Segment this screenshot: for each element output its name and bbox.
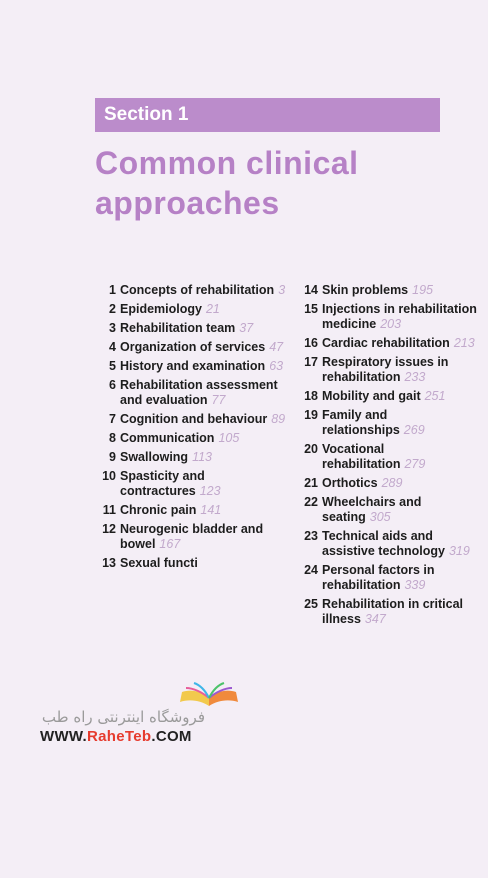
toc-page-number: 195 (412, 283, 433, 297)
toc-chapter-title: Organization of services (120, 340, 266, 354)
toc-page-number: 289 (381, 476, 403, 490)
toc-chapter-title: Communication (120, 431, 215, 445)
watermark (40, 680, 220, 748)
toc-page-number: 63 (269, 359, 284, 373)
watermark-url-accent: RaheTeb (87, 728, 152, 745)
section-label: Section 1 (104, 104, 189, 125)
toc-chapter-title: Spasticity and contractures (120, 469, 205, 498)
toc-page-number: 141 (200, 503, 222, 517)
toc-chapter-number: 8 (109, 431, 116, 445)
toc-chapter-number: 5 (109, 359, 116, 373)
toc-chapter-title: Rehabilitation assessment and evaluation (120, 378, 278, 407)
toc-entry[interactable] (300, 495, 480, 525)
toc-chapter-number: 15 (304, 302, 318, 316)
title-line-1: Common clinical (95, 145, 359, 181)
toc-page-number: 203 (380, 317, 402, 331)
toc-page-number: 305 (369, 510, 391, 524)
toc-page-number: 233 (404, 370, 426, 384)
toc-page-number: 77 (211, 393, 226, 407)
toc-entry[interactable] (300, 476, 480, 491)
toc-entry[interactable] (96, 503, 286, 518)
toc-chapter-title: Sexual functi (120, 556, 198, 570)
toc-chapter-number: 11 (102, 503, 116, 517)
toc-chapter-title-block (322, 355, 480, 385)
toc-chapter-title-block (322, 476, 480, 491)
toc-chapter-number: 13 (102, 556, 116, 570)
toc-chapter-title: Swallowing (120, 450, 189, 464)
toc-chapter-number: 18 (304, 389, 318, 403)
toc-chapter-title-block (120, 469, 286, 499)
toc-entry[interactable] (96, 321, 286, 336)
toc-chapter-title: Orthotics (322, 476, 378, 490)
toc-page-number: 113 (192, 450, 212, 464)
toc-entry[interactable] (300, 302, 480, 332)
toc-chapter-number: 10 (102, 469, 116, 483)
toc-entry[interactable] (300, 408, 480, 438)
toc-chapter-title-block (322, 302, 480, 332)
toc-chapter-title-block (120, 321, 286, 336)
toc-chapter-number: 7 (109, 412, 116, 426)
toc-chapter-number: 3 (109, 321, 116, 335)
toc-chapter-title: Concepts of rehabilitation (120, 283, 275, 297)
toc-chapter-title-block (120, 522, 286, 552)
open-book-icon (174, 680, 244, 708)
toc-chapter-title-block (322, 389, 480, 404)
toc-page-number: 347 (364, 612, 386, 626)
toc-chapter-title: Respiratory issues in rehabilitation (322, 355, 449, 384)
toc-page-number: 213 (453, 336, 475, 350)
toc-chapter-number: 21 (304, 476, 318, 490)
toc-chapter-title-block (322, 563, 480, 593)
title-line-2: approaches (95, 185, 280, 221)
toc-entry[interactable] (300, 597, 480, 627)
toc-chapter-number: 19 (304, 408, 318, 422)
toc-chapter-title-block (120, 302, 286, 317)
toc-entry[interactable] (300, 336, 480, 351)
toc-entry[interactable] (300, 529, 480, 559)
toc-chapter-title: Technical aids and assistive technology (322, 529, 445, 558)
section-header-bar (95, 98, 440, 132)
toc-page-number: 47 (269, 340, 284, 354)
toc-chapter-title-block (322, 495, 480, 525)
toc-chapter-number: 17 (304, 355, 318, 369)
toc-entry[interactable] (96, 469, 286, 499)
toc-page-number: 3 (278, 283, 286, 297)
toc-chapter-title: Rehabilitation team (120, 321, 236, 335)
toc-chapter-number: 24 (304, 563, 318, 577)
toc-entry[interactable] (300, 389, 480, 404)
toc-chapter-title-block (322, 442, 480, 472)
toc-entry[interactable] (300, 355, 480, 385)
toc-chapter-number: 20 (304, 442, 318, 456)
toc-page-number: 279 (404, 457, 426, 471)
toc-chapter-number: 2 (109, 302, 116, 316)
toc-chapter-title: Mobility and gait (322, 389, 421, 403)
toc-chapter-title-block (322, 408, 480, 438)
toc-entry[interactable] (96, 556, 286, 571)
toc-entry[interactable] (96, 340, 286, 355)
watermark-persian-text: فروشگاه اینترنتی راه طب (41, 708, 205, 726)
toc-chapter-number: 14 (304, 283, 318, 297)
toc-page-number: 89 (271, 412, 286, 426)
toc-chapter-number: 12 (102, 522, 116, 536)
toc-chapter-title-block (322, 283, 480, 298)
toc-left-column (96, 283, 286, 575)
toc-chapter-number: 4 (109, 340, 116, 354)
toc-page-number: 339 (404, 578, 426, 592)
toc-chapter-title-block (322, 529, 480, 559)
toc-chapter-title: Neurogenic bladder and bowel (120, 522, 264, 551)
toc-entry[interactable] (300, 283, 480, 298)
toc-chapter-title: History and examination (120, 359, 266, 373)
toc-page-number: 269 (403, 423, 425, 437)
toc-chapter-title-block (322, 597, 480, 627)
toc-chapter-title: Epidemiology (120, 302, 202, 316)
toc-chapter-number: 6 (109, 378, 116, 392)
watermark-url (40, 728, 192, 745)
toc-chapter-number: 22 (304, 495, 318, 509)
watermark-url-suffix: .COM (151, 728, 192, 745)
toc-page-number: 123 (199, 484, 221, 498)
toc-chapter-title-block (120, 556, 286, 571)
toc-chapter-title: Injections in rehabilitation medicine (322, 302, 477, 331)
toc-page-number: 37 (239, 321, 254, 335)
toc-chapter-title: Skin problems (322, 283, 409, 297)
toc-chapter-number: 9 (109, 450, 116, 464)
toc-entry[interactable] (96, 431, 286, 446)
toc-chapter-title: Vocational rehabilitation (322, 442, 401, 471)
toc-chapter-title-block (120, 359, 286, 374)
toc-entry[interactable] (96, 283, 286, 298)
toc-chapter-title: Wheelchairs and seating (322, 495, 422, 524)
toc-chapter-title: Family and relationships (322, 408, 400, 437)
toc-page-number: 167 (159, 537, 181, 551)
toc-entry[interactable] (300, 442, 480, 472)
watermark-url-prefix: WWW. (40, 728, 88, 745)
toc-page-number: 105 (218, 431, 240, 445)
page-title (95, 143, 435, 223)
toc-page-number: 319 (448, 544, 470, 558)
toc-entry[interactable] (96, 378, 286, 408)
toc-chapter-number: 1 (109, 283, 116, 297)
toc-chapter-number: 16 (304, 336, 318, 350)
toc-page-number: 21 (205, 302, 220, 316)
toc-chapter-title: Rehabilitation in critical illness (322, 597, 463, 626)
toc-chapter-number: 25 (304, 597, 318, 611)
toc-chapter-title-block (120, 431, 286, 446)
toc-chapter-title-block (120, 283, 286, 298)
toc-chapter-title-block (120, 340, 286, 355)
toc-chapter-title: Cognition and behaviour (120, 412, 268, 426)
toc-chapter-title-block (120, 412, 286, 427)
toc-entry[interactable] (96, 412, 286, 427)
toc-entry[interactable] (96, 302, 286, 317)
toc-chapter-title-block (120, 503, 286, 518)
toc-entry[interactable] (96, 522, 286, 552)
toc-chapter-title-block (322, 336, 480, 351)
toc-chapter-title: Chronic pain (120, 503, 197, 517)
toc-chapter-title: Personal factors in rehabilitation (322, 563, 435, 592)
toc-page-number: 251 (424, 389, 446, 403)
toc-chapter-title: Cardiac rehabilitation (322, 336, 450, 350)
toc-chapter-number: 23 (304, 529, 318, 543)
toc-entry[interactable] (96, 359, 286, 374)
toc-entry[interactable] (300, 563, 480, 593)
toc-chapter-title-block (120, 450, 286, 465)
toc-chapter-title-block (120, 378, 286, 408)
toc-entry[interactable] (96, 450, 286, 465)
toc-right-column (300, 283, 480, 631)
